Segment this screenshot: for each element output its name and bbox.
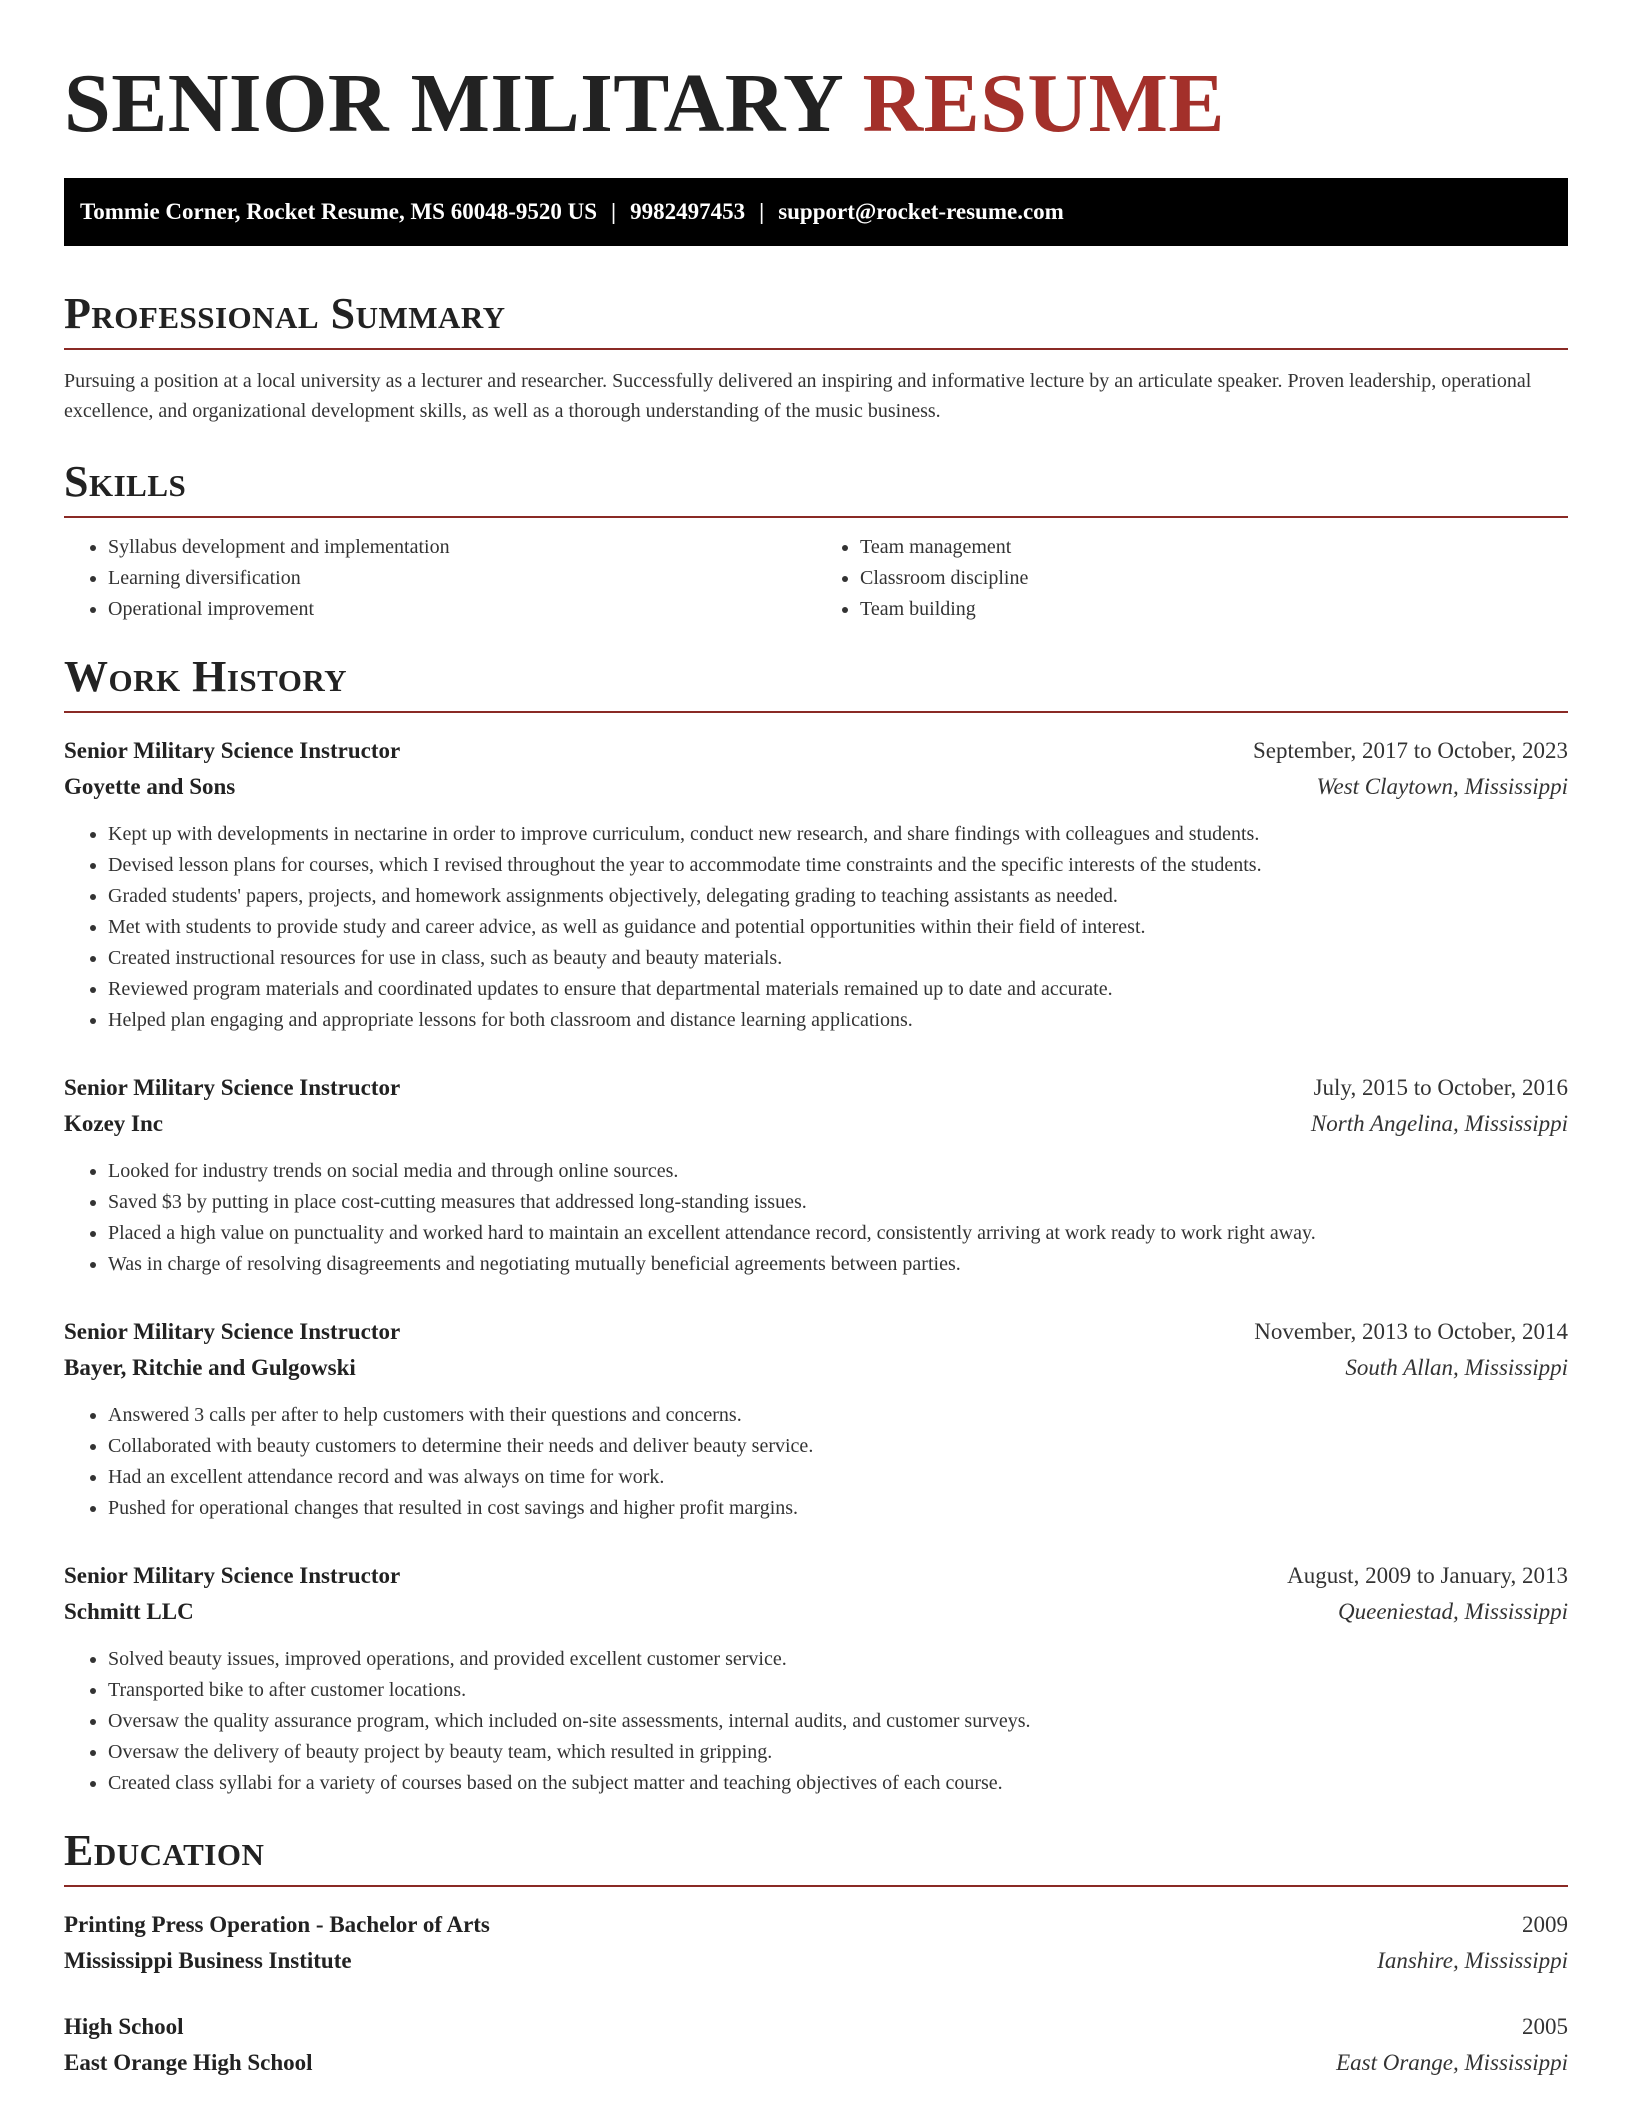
title-main: SENIOR MILITARY — [64, 57, 863, 150]
job-entry — [64, 1558, 1568, 1799]
job-bullet: • Created class syllabi for a variety of courses based on the subject matter and teaching objectives of each course. — [108, 1768, 1568, 1799]
education-school: East Orange High School — [64, 2050, 313, 2075]
job-company-row — [64, 1350, 1568, 1386]
education-school-row — [64, 2045, 1568, 2081]
section-heading: Work History — [64, 652, 348, 701]
job-title: Senior Military Science Instructor — [64, 1563, 401, 1588]
education-location: East Orange, Mississippi — [1336, 2050, 1568, 2075]
job-bullets — [64, 1156, 1568, 1280]
job-dates: September, 2017 to October, 2023 — [1253, 738, 1568, 763]
title-accent: RESUME — [862, 57, 1225, 150]
job-bullet: • Met with students to provide study and career advice, as well as guidance and potential opportunities within their field of interest. — [108, 912, 1568, 943]
contact-separator: | — [611, 199, 617, 224]
job-dates: July, 2015 to October, 2016 — [1313, 1075, 1568, 1100]
job-header-row — [64, 1558, 1568, 1594]
education-degree: Printing Press Operation - Bachelor of Arts — [64, 1912, 490, 1937]
skills-column-right — [816, 532, 1568, 625]
job-header-row — [64, 1070, 1568, 1106]
job-bullet: • Devised lesson plans for courses, which I revised throughout the year to accommodate time constraints and the specific interests of the students. — [108, 850, 1568, 881]
contact-address: Tommie Corner, Rocket Resume, MS 60048-9520 US — [80, 199, 598, 224]
job-bullet: • Transported bike to after customer locations. — [108, 1675, 1568, 1706]
contact-phone: 9982497453 — [630, 199, 746, 224]
job-company: Kozey Inc — [64, 1111, 164, 1136]
skill-item: • Operational improvement — [108, 594, 816, 625]
job-bullet: • Looked for industry trends on social media and through online sources. — [108, 1156, 1568, 1187]
education-header-row — [64, 1907, 1568, 1943]
job-entry — [64, 733, 1568, 1036]
section-heading: Skills — [64, 457, 187, 506]
education-year: 2009 — [1522, 1912, 1568, 1937]
job-location: North Angelina, Mississippi — [1310, 1111, 1568, 1136]
section-heading: Professional Summary — [64, 289, 506, 338]
job-bullet: • Created instructional resources for use in class, such as beauty and beauty materials. — [108, 943, 1568, 974]
education-location: Ianshire, Mississippi — [1377, 1948, 1568, 1973]
job-entry — [64, 1314, 1568, 1524]
job-company: Bayer, Ritchie and Gulgowski — [64, 1355, 356, 1380]
skills-column-left — [64, 532, 816, 625]
education-year: 2005 — [1522, 2014, 1568, 2039]
education-school-row — [64, 1943, 1568, 1979]
job-bullet: • Answered 3 calls per after to help customers with their questions and concerns. — [108, 1400, 1568, 1431]
job-bullet: • Had an excellent attendance record and was always on time for work. — [108, 1462, 1568, 1493]
section-heading: Education — [64, 1826, 265, 1875]
job-company: Goyette and Sons — [64, 774, 236, 799]
job-company-row — [64, 769, 1568, 805]
skill-item: • Team management — [860, 532, 1568, 563]
job-location: Queeniestad, Mississippi — [1338, 1599, 1568, 1624]
job-company: Schmitt LLC — [64, 1599, 194, 1624]
job-bullet: • Solved beauty issues, improved operations, and provided excellent customer service. — [108, 1644, 1568, 1675]
job-bullet: • Oversaw the delivery of beauty project by beauty team, which resulted in gripping. — [108, 1737, 1568, 1768]
section-divider — [64, 1885, 1568, 1887]
job-bullet: • Saved $3 by putting in place cost-cutting measures that addressed long-standing issues. — [108, 1187, 1568, 1218]
job-header-row — [64, 1314, 1568, 1350]
education-school: Mississippi Business Institute — [64, 1948, 352, 1973]
job-title: Senior Military Science Instructor — [64, 738, 401, 763]
contact-email: support@rocket-resume.com — [778, 199, 1064, 224]
job-bullet: • Pushed for operational changes that resulted in cost savings and higher profit margins. — [108, 1493, 1568, 1524]
job-bullets — [64, 1644, 1568, 1799]
resume-title — [64, 56, 1568, 152]
skills-section — [64, 456, 1568, 625]
section-divider — [64, 711, 1568, 713]
summary-text: Pursuing a position at a local university as a lecturer and researcher. Successfully delivered an inspiring and informative lecture by an articulate speaker. Proven leadership, operational excellence, and organizational development skills, as well as a thorough understanding of the music business. — [64, 370, 1532, 422]
job-location: West Claytown, Mississippi — [1316, 774, 1568, 799]
education-entry — [64, 1907, 1568, 1979]
education-entry — [64, 2009, 1568, 2081]
job-bullet: • Kept up with developments in nectarine in order to improve curriculum, conduct new research, and share findings with colleagues and students. — [108, 819, 1568, 850]
work-section — [64, 651, 1568, 1799]
job-company-row — [64, 1106, 1568, 1142]
skill-item: • Team building — [860, 594, 1568, 625]
section-divider — [64, 516, 1568, 518]
job-header-row — [64, 733, 1568, 769]
contact-separator: | — [759, 199, 765, 224]
job-company-row — [64, 1594, 1568, 1630]
job-bullet: • Reviewed program materials and coordinated updates to ensure that departmental materials remained up to date and accurate. — [108, 974, 1568, 1005]
contact-bar — [64, 178, 1568, 246]
education-section — [64, 1825, 1568, 2081]
education-header-row — [64, 2009, 1568, 2045]
summary-section — [64, 288, 1568, 426]
job-location: South Allan, Mississippi — [1345, 1355, 1568, 1380]
skill-item: • Classroom discipline — [860, 563, 1568, 594]
skills-columns — [64, 532, 1568, 625]
job-bullets — [64, 819, 1568, 1036]
skill-item: • Learning diversification — [108, 563, 816, 594]
job-entry — [64, 1070, 1568, 1280]
job-bullet: • Helped plan engaging and appropriate lessons for both classroom and distance learning applications. — [108, 1005, 1568, 1036]
job-bullet: • Oversaw the quality assurance program, which included on-site assessments, internal audits, and customer surveys. — [108, 1706, 1568, 1737]
section-divider — [64, 348, 1568, 350]
job-bullets — [64, 1400, 1568, 1524]
job-title: Senior Military Science Instructor — [64, 1075, 401, 1100]
skill-item: • Syllabus development and implementation — [108, 532, 816, 563]
job-dates: August, 2009 to January, 2013 — [1287, 1563, 1568, 1588]
job-bullet: • Was in charge of resolving disagreements and negotiating mutually beneficial agreements between parties. — [108, 1249, 1568, 1280]
job-bullet: • Graded students' papers, projects, and homework assignments objectively, delegating grading to teaching assistants as needed. — [108, 881, 1568, 912]
job-bullet: • Placed a high value on punctuality and worked hard to maintain an excellent attendance record, consistently arriving at work ready to work right away. — [108, 1218, 1568, 1249]
job-dates: November, 2013 to October, 2014 — [1254, 1319, 1568, 1344]
job-bullet: • Collaborated with beauty customers to determine their needs and deliver beauty service. — [108, 1431, 1568, 1462]
job-title: Senior Military Science Instructor — [64, 1319, 401, 1344]
education-degree: High School — [64, 2014, 184, 2039]
